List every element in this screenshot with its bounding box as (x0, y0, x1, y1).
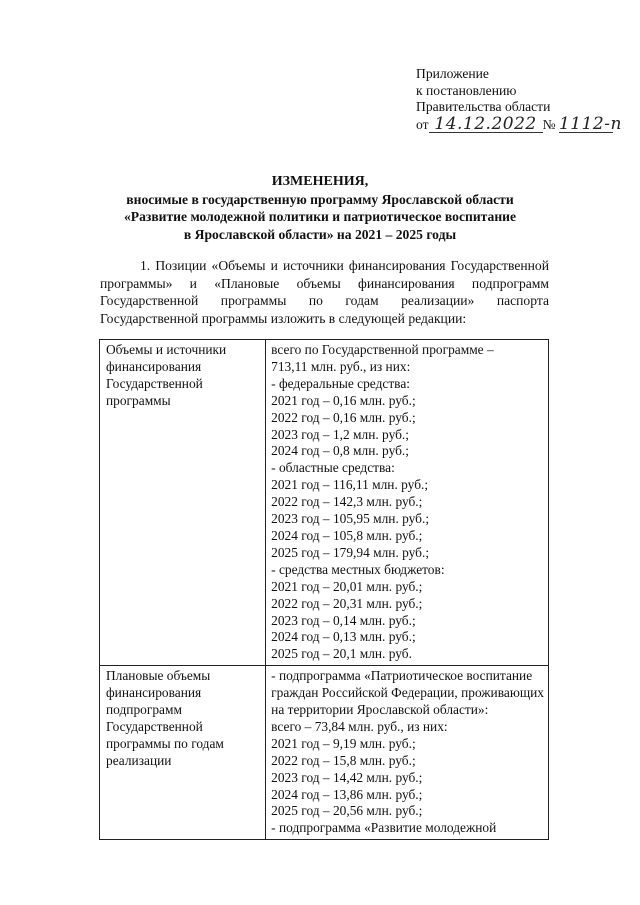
row2-value-line: 2024 год – 13,86 млн. руб.; (271, 786, 423, 802)
row1-label-line: Объемы и источники (106, 342, 227, 357)
row2-value-line: 2025 год – 20,56 млн. руб.; (271, 803, 423, 819)
row1-value-line: 2024 год – 0,8 млн. руб.; (271, 443, 409, 459)
row1-value-line: 2023 год – 0,14 млн. руб.; (271, 612, 416, 628)
row1-value-line: 2023 год – 1,2 млн. руб.; (271, 426, 409, 442)
number-label: № (542, 116, 556, 132)
title-line-2: вносимые в государственную программу Ярославской области (126, 191, 514, 207)
row2-label-line: финансирования (106, 685, 202, 701)
handwritten-number: 1112-п (558, 113, 622, 134)
row1-label-line: финансирования (106, 358, 202, 374)
row1-value-line: 2023 год – 105,95 млн. руб.; (271, 511, 430, 527)
row2-label-line: реализации (106, 752, 172, 768)
row2-value-line: на территории Ярославской области»: (271, 702, 489, 718)
row2-label-line: Плановые объемы (106, 668, 211, 684)
row1-label-line: программы (106, 392, 171, 408)
document-title (100, 173, 540, 243)
passport-table (99, 339, 549, 840)
row1-value-line: 2022 год – 142,3 млн. руб.; (271, 494, 423, 510)
row2-value-line: - подпрограмма «Развитие молодежной (271, 820, 497, 836)
appendix-resolution: к постановлению (416, 82, 517, 98)
row2-label-line: Государственной (106, 718, 203, 734)
row2-value-line: 2023 год – 14,42 млн. руб.; (271, 769, 423, 785)
row1-value-line: 2025 год – 20,1 млн. руб. (271, 646, 412, 662)
row1-value-line: 2021 год – 0,16 млн. руб.; (271, 392, 416, 408)
row1-value-line: - областные средства: (271, 460, 395, 476)
intro-paragraph: 1. Позиции «Объемы и источники финансирования Государственной программы» и «Плановые объемы финансирования подпрограмм Государственной программы по годам реализации» паспорта Государственной программы изложить в следующей редакции: (100, 258, 549, 326)
row2-value-cell (266, 666, 549, 840)
handwritten-date: 14.12.2022 (429, 116, 543, 133)
row2-value-line: 2022 год – 15,8 млн. руб.; (271, 752, 416, 768)
row2-value-line: всего – 73,84 млн. руб., из них: (271, 718, 448, 734)
row1-value-line: 2022 год – 0,16 млн. руб.; (271, 409, 416, 425)
row2-label-line: программы по годам (106, 735, 224, 751)
title-heading: ИЗМЕНЕНИЯ, (271, 174, 369, 189)
row1-label-cell (100, 340, 266, 666)
row1-label-line: Государственной (106, 375, 203, 391)
row2-value-line: - подпрограмма «Патриотическое воспитание (271, 668, 533, 684)
row1-value-line: 2021 год – 116,11 млн. руб.; (271, 477, 429, 493)
row1-value-line: 2024 год – 0,13 млн. руб.; (271, 629, 416, 645)
appendix-date-number (416, 113, 622, 134)
row1-value-line: - федеральные средства: (271, 375, 410, 391)
from-label: от (416, 116, 429, 132)
appendix-title: Приложение (416, 66, 489, 81)
table-row (100, 340, 549, 666)
row1-value-line: 2022 год – 20,31 млн. руб.; (271, 595, 423, 611)
row1-value-cell (266, 340, 549, 666)
row2-label-cell (100, 666, 266, 840)
row1-value-line: всего по Государственной программе – (271, 342, 494, 357)
row2-value-line: 2021 год – 9,19 млн. руб.; (271, 735, 416, 751)
row1-value-line: - средства местных бюджетов: (271, 561, 445, 577)
row2-value-line: граждан Российской Федерации, проживающих (271, 685, 544, 701)
title-line-3: «Развитие молодежной политики и патриотическое воспитание (123, 209, 517, 224)
row1-value-line: 713,11 млн. руб., из них: (271, 358, 411, 374)
title-line-4: в Ярославской области» на 2021 – 2025 годы (183, 226, 457, 242)
row1-value-line: 2025 год – 179,94 млн. руб.; (271, 544, 430, 560)
table-row (100, 666, 549, 840)
row1-value-line: 2021 год – 20,01 млн. руб.; (271, 578, 423, 594)
appendix-government: Правительства области (416, 99, 551, 114)
appendix-header (416, 66, 622, 134)
row2-label-line: подпрограмм (106, 702, 182, 718)
row1-value-line: 2024 год – 105,8 млн. руб.; (271, 527, 423, 543)
